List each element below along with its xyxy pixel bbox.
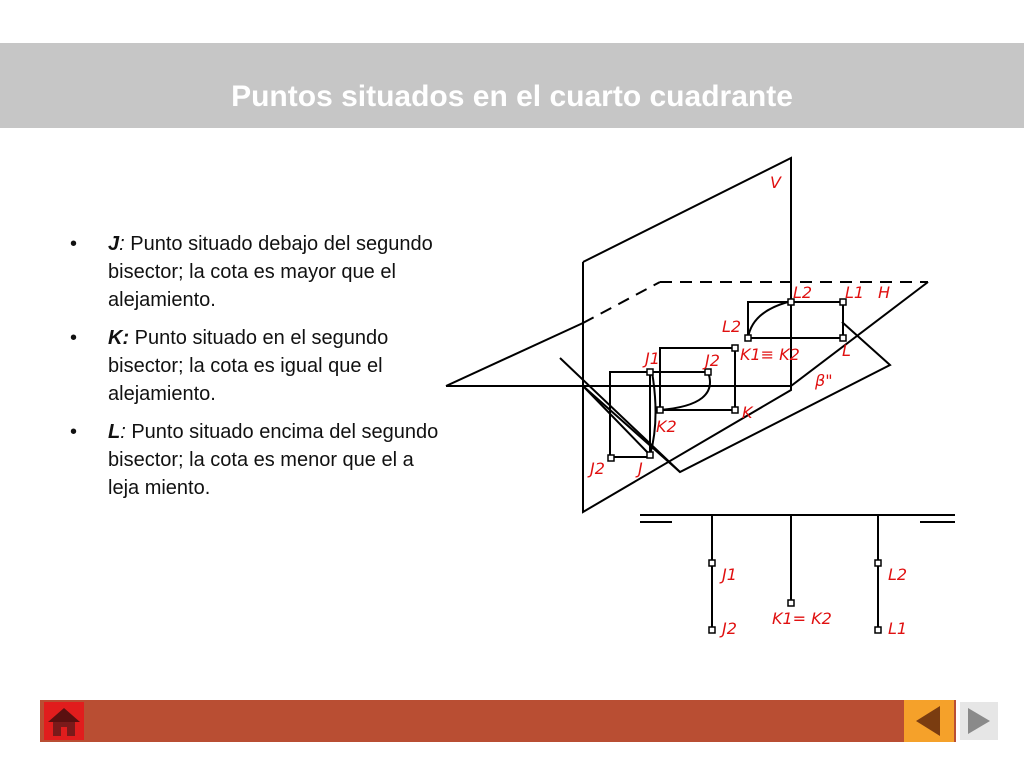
- label-l: L: [842, 341, 851, 360]
- next-button[interactable]: [960, 702, 998, 740]
- label-j1: J1: [645, 349, 660, 368]
- projection-diagram: [440, 150, 980, 650]
- label-v: V: [770, 173, 781, 192]
- bullet-symbol: •: [70, 421, 78, 443]
- label-j2-top: J2: [705, 351, 720, 370]
- home-button[interactable]: [44, 702, 84, 740]
- bullet-k: [68, 324, 448, 408]
- bullet-term: J: [108, 233, 120, 255]
- label-h: H: [878, 283, 891, 302]
- bullet-sep: :: [120, 421, 126, 443]
- bullet-text: Punto situado encima del segundo bisector; la cota es menor que el a leja miento.: [108, 421, 439, 499]
- label-l2-left: L2: [722, 317, 742, 336]
- label-j: J: [638, 459, 643, 478]
- home-icon: [44, 702, 84, 740]
- label-j2-bottom: J2: [590, 459, 605, 478]
- previous-button[interactable]: [904, 700, 954, 742]
- box-l: [748, 302, 843, 338]
- proj-j2: J2: [722, 619, 737, 638]
- bullet-symbol: •: [70, 233, 78, 255]
- bullet-l: [68, 418, 448, 502]
- label-beta: β": [815, 371, 833, 390]
- proj-l2: L2: [888, 565, 908, 584]
- proj-k: K1= K2: [772, 609, 832, 628]
- bullet-symbol: •: [70, 327, 78, 349]
- bullet-term: L: [108, 421, 121, 443]
- proj-l1: L1: [888, 619, 908, 638]
- bullet-list: [68, 230, 448, 512]
- label-l2-top: L2: [793, 283, 813, 302]
- slide-title: Puntos situados en el cuarto cuadrante: [231, 80, 793, 113]
- label-l1-top: L1: [845, 283, 865, 302]
- bullet-sep: :: [119, 233, 125, 255]
- bullet-term: K:: [108, 327, 130, 349]
- footer-bar: [40, 700, 956, 742]
- arrow-right-icon: [960, 702, 998, 740]
- label-k2: K2: [656, 417, 677, 436]
- arrow-left-icon: [904, 700, 954, 742]
- bullet-text: Punto situado debajo del segundo bisector; la cota es mayor que el alejamiento.: [108, 233, 433, 311]
- bullet-text: Punto situado en el segundo bisector; la cota es igual que el alejamiento.: [108, 327, 389, 405]
- proj-j1: J1: [722, 565, 737, 584]
- label-k: K: [742, 403, 753, 422]
- label-k-eq: K1≡ K2: [740, 345, 800, 364]
- bullet-j: [68, 230, 448, 314]
